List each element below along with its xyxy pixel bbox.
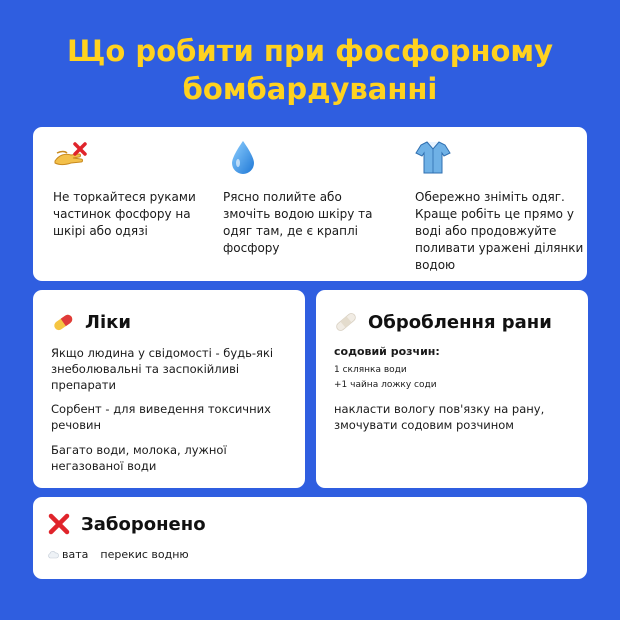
wound-care-card	[316, 290, 588, 488]
title-line-1: Що робити при фосфорному	[66, 34, 554, 68]
pill-icon	[51, 310, 75, 334]
meds-item-3: Багато води, молока, лужної негазованої води	[51, 443, 227, 473]
meds-heading: Ліки	[85, 311, 131, 333]
solution-label: содовий розчин:	[334, 345, 440, 358]
page-title	[0, 32, 620, 108]
meds-item-1: Якщо людина у свідомості - будь-які знеболювальні та заспокійливі препарати	[51, 346, 274, 392]
step-1-text: Не торкайтеся руками частинок фосфору на шкірі або одязі	[53, 190, 196, 238]
forbidden-item-cotton	[47, 548, 88, 561]
cloud-icon	[47, 551, 59, 559]
wound-heading: Оброблення рани	[368, 311, 552, 333]
step-3-text: Обережно зніміть одяг. Краще робіть це прямо у воді або продовжуйте поливати уражені ділянки водою	[415, 190, 584, 272]
steps-card	[33, 127, 587, 281]
bandage-icon	[334, 310, 358, 334]
forbidden-card	[33, 497, 587, 579]
title-line-2: бомбардуванні	[182, 72, 438, 106]
meds-item-2: Сорбент - для виведення токсичних речовин	[51, 402, 271, 432]
forbidden-item-label: вата	[62, 548, 89, 561]
hand-cross-icon	[53, 139, 89, 175]
forbidden-heading: Заборонено	[81, 513, 206, 535]
forbidden-item-peroxide	[100, 548, 188, 561]
shirt-icon	[415, 139, 451, 175]
meds-header	[51, 310, 131, 334]
water-drop-icon	[225, 139, 261, 175]
recipe-line-1: 1 склянка води	[334, 365, 407, 375]
forbidden-list	[47, 548, 201, 561]
step-2-text: Рясно полийте або змочіть водою шкіру та одяг там, де є краплі фосфору	[223, 190, 373, 255]
wound-instruction: накласти вологу пов'язку на рану, змочувати содовим розчином	[334, 402, 545, 432]
red-cross-icon	[47, 512, 71, 536]
forbidden-item-label: перекис водню	[100, 548, 189, 561]
meds-card	[33, 290, 305, 488]
forbidden-header	[47, 512, 206, 536]
wound-header	[334, 310, 552, 334]
recipe-line-2: +1 чайна ложку соди	[334, 380, 437, 390]
